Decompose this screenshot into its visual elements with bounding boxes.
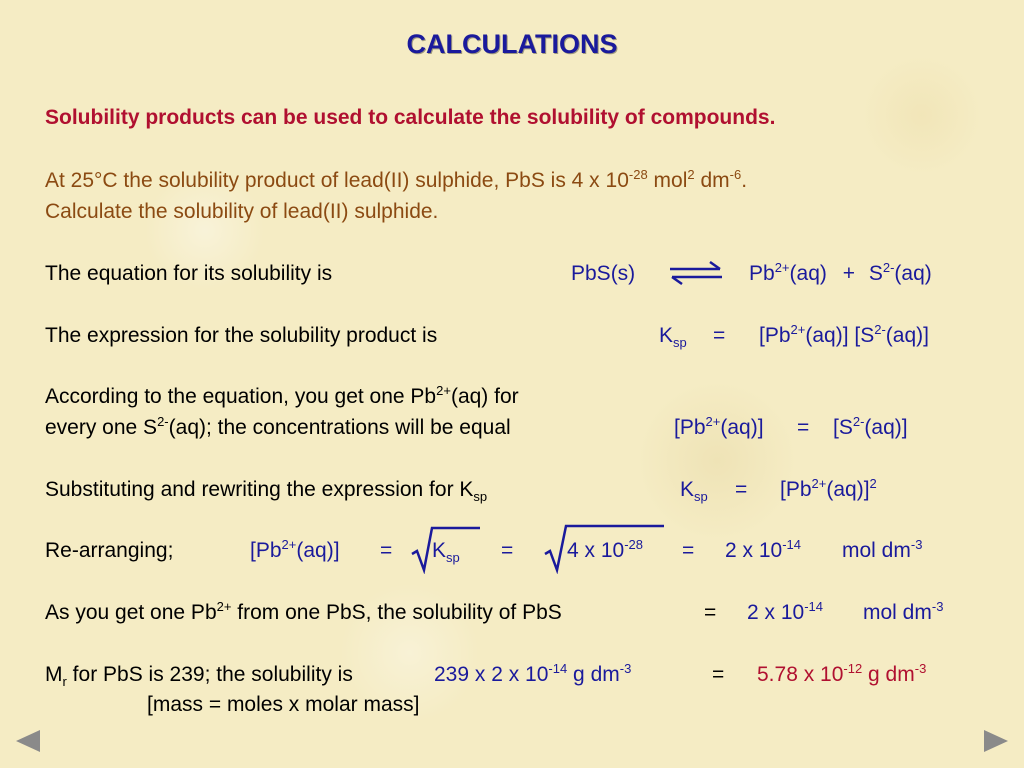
question-line-2: Calculate the solubility of lead(II) sulphide. bbox=[45, 200, 439, 223]
expr-text: (aq)] bbox=[864, 416, 908, 439]
equals-sign: = bbox=[501, 539, 514, 562]
subscript: sp bbox=[446, 550, 460, 565]
expression-rhs bbox=[759, 322, 929, 347]
charge: 2- bbox=[874, 322, 886, 337]
equation-rhs bbox=[749, 260, 932, 285]
equals-sign: = bbox=[735, 478, 748, 501]
unit-text: g dm bbox=[862, 663, 915, 686]
equals-sign: = bbox=[380, 539, 393, 562]
root-value bbox=[567, 537, 644, 562]
expr-text: (aq)] bbox=[826, 478, 870, 501]
exponent: -3 bbox=[914, 661, 927, 676]
exponent: -3 bbox=[619, 661, 632, 676]
equals-sign: = bbox=[704, 601, 717, 624]
charge: 2+ bbox=[790, 322, 806, 337]
expression-label: The expression for the solubility product is bbox=[45, 324, 438, 347]
text: from one PbS, the solubility of PbS bbox=[231, 601, 562, 624]
charge: 2+ bbox=[216, 599, 232, 614]
plus-sign: + bbox=[842, 262, 855, 285]
asyouget-label bbox=[45, 599, 562, 624]
k-letter: K bbox=[680, 478, 695, 501]
mr-label bbox=[45, 663, 353, 689]
substituting-label bbox=[45, 478, 488, 504]
text: every one S bbox=[45, 416, 158, 439]
unit-text: mol dm bbox=[863, 601, 932, 624]
subscript: r bbox=[62, 674, 67, 689]
value-text: 4 x 10 bbox=[567, 539, 625, 562]
rearranging-unit bbox=[842, 537, 923, 562]
question-line-1 bbox=[45, 167, 748, 192]
exponent: -6 bbox=[729, 167, 742, 182]
expr-text: (aq)] bbox=[720, 416, 764, 439]
expr-text: [Pb bbox=[759, 324, 791, 347]
exponent: -3 bbox=[910, 537, 923, 552]
subscript: sp bbox=[673, 335, 687, 350]
charge: 2+ bbox=[436, 383, 451, 398]
expr-text: [Pb bbox=[250, 539, 282, 562]
charge: 2+ bbox=[811, 476, 827, 491]
subscript: sp bbox=[473, 489, 488, 504]
state: (aq) bbox=[894, 262, 932, 285]
rearranging-label: Re-arranging; bbox=[45, 539, 174, 562]
equilibrium-arrow-icon bbox=[668, 261, 724, 285]
according-rhs bbox=[674, 414, 764, 439]
sulphide-ion: S bbox=[868, 262, 883, 285]
unit-text: mol bbox=[647, 169, 688, 192]
value-text: 2 x 10 bbox=[747, 601, 805, 624]
rearranging-lhs bbox=[250, 537, 340, 562]
asyouget-unit bbox=[863, 599, 944, 624]
according-line-2 bbox=[45, 414, 511, 439]
expr-text: [Pb bbox=[780, 478, 812, 501]
subtitle: Solubility products can be used to calculate the solubility of compounds. bbox=[45, 106, 776, 129]
k-letter: K bbox=[659, 324, 674, 347]
triangle-right-icon[interactable] bbox=[982, 728, 1010, 754]
equals-sign: = bbox=[713, 324, 726, 347]
exponent: -28 bbox=[628, 167, 648, 182]
final-answer bbox=[757, 661, 927, 686]
ksp-symbol bbox=[432, 539, 460, 565]
equals-sign: = bbox=[797, 416, 810, 439]
exponent: -3 bbox=[931, 599, 944, 614]
expr-text: (aq)] bbox=[296, 539, 340, 562]
according-rhs-s bbox=[833, 414, 908, 439]
m-letter: M bbox=[45, 663, 63, 686]
power: 2 bbox=[869, 476, 877, 491]
equation-label: The equation for its solubility is bbox=[45, 262, 333, 285]
equation-lhs: PbS(s) bbox=[571, 262, 636, 285]
exponent: -12 bbox=[843, 661, 863, 676]
unit-text: mol dm bbox=[842, 539, 911, 562]
rearranging-result bbox=[725, 537, 802, 562]
text: (aq) for bbox=[450, 385, 519, 408]
asyouget-result bbox=[747, 599, 824, 624]
ksp-symbol bbox=[680, 478, 708, 504]
equals-sign: = bbox=[712, 663, 725, 686]
expr-text: [Pb bbox=[674, 416, 706, 439]
expr-text: (aq)] [S bbox=[805, 324, 875, 347]
state: (aq) bbox=[789, 262, 827, 285]
text: for PbS is 239; the solubility is bbox=[66, 663, 353, 686]
triangle-left-icon[interactable] bbox=[14, 728, 42, 754]
equals-sign: = bbox=[682, 539, 695, 562]
exponent: -28 bbox=[624, 537, 644, 552]
mass-note: [mass = moles x molar mass] bbox=[147, 693, 420, 716]
charge: 2+ bbox=[774, 260, 790, 275]
charge: 2- bbox=[852, 414, 865, 429]
ksp-symbol bbox=[659, 324, 687, 350]
lead-ion: Pb bbox=[749, 262, 775, 285]
exponent: -14 bbox=[804, 599, 824, 614]
charge: 2- bbox=[882, 260, 895, 275]
substituting-rhs bbox=[780, 476, 877, 501]
subscript: sp bbox=[694, 489, 708, 504]
according-line-1 bbox=[45, 383, 519, 408]
exponent: -14 bbox=[548, 661, 568, 676]
mr-calc bbox=[434, 661, 632, 686]
text: Substituting and rewriting the expression for K bbox=[45, 478, 474, 501]
page-title: CALCULATIONS bbox=[406, 29, 618, 59]
k-letter: K bbox=[432, 539, 447, 562]
value-text: 239 x 2 x 10 bbox=[434, 663, 549, 686]
charge: 2+ bbox=[705, 414, 721, 429]
expr-text: [S bbox=[833, 416, 853, 439]
charge: 2+ bbox=[281, 537, 297, 552]
charge: 2- bbox=[157, 414, 169, 429]
unit-text: dm bbox=[694, 169, 730, 192]
period: . bbox=[741, 169, 748, 192]
exponent: 2 bbox=[687, 167, 695, 182]
value-text: 5.78 x 10 bbox=[757, 663, 844, 686]
question-text: At 25°C the solubility product of lead(II) sulphide, PbS is 4 x 10 bbox=[45, 169, 629, 192]
exponent: -14 bbox=[782, 537, 802, 552]
unit-text: g dm bbox=[567, 663, 620, 686]
value-text: 2 x 10 bbox=[725, 539, 783, 562]
text: According to the equation, you get one Pb bbox=[45, 385, 437, 408]
text: As you get one Pb bbox=[45, 601, 217, 624]
text: (aq); the concentrations will be equal bbox=[168, 416, 511, 439]
expr-text: (aq)] bbox=[885, 324, 929, 347]
